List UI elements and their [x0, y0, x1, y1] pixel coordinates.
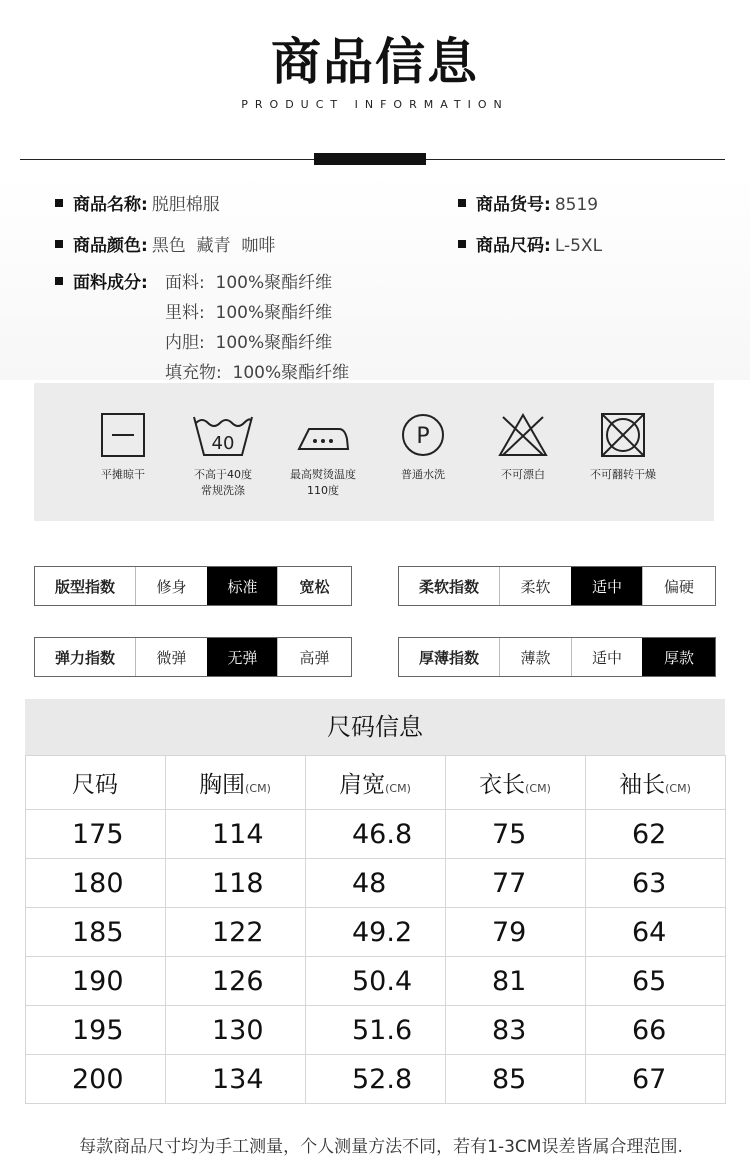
product-name-value: 脱胆棉服: [151, 195, 220, 215]
no-tumble-dry-icon: [599, 411, 647, 459]
dry-clean-p-icon: [399, 411, 447, 459]
care-item: [368, 411, 478, 483]
index-option: 微弹: [135, 638, 207, 676]
fabric-line: 里料: 100%聚酯纤维: [165, 303, 333, 323]
index-option: 适中: [571, 638, 642, 676]
table-cell: 200: [26, 1055, 166, 1104]
table-cell: 126: [166, 957, 306, 1006]
product-color-row: [55, 231, 275, 256]
table-cell: 66: [586, 1006, 726, 1055]
column-header: 衣长(CM): [446, 756, 586, 810]
product-size-label: 商品尺码:: [476, 236, 551, 256]
index-option: 偏硬: [642, 567, 715, 605]
table-cell: 67: [586, 1055, 726, 1104]
dry-clean-letter: P: [416, 424, 430, 449]
care-label: 不高于40度 常规洗涤: [194, 468, 252, 497]
size-table-title: 尺码信息: [25, 699, 725, 755]
index-option-selected: 适中: [571, 567, 642, 605]
table-cell: 77: [446, 859, 586, 908]
table-cell: 62: [586, 810, 726, 859]
index-label: 厚薄指数: [418, 648, 479, 667]
column-header: 肩宽(CM): [306, 756, 446, 810]
table-cell: 114: [166, 810, 306, 859]
fit-index: [34, 566, 352, 606]
table-row: [26, 908, 726, 957]
care-item: [568, 411, 678, 483]
product-info-panel: [0, 172, 750, 383]
table-row: [26, 810, 726, 859]
bullet-icon: [55, 199, 63, 207]
table-cell: 122: [166, 908, 306, 957]
table-cell: 175: [26, 810, 166, 859]
table-cell: 75: [446, 810, 586, 859]
fabric-row: [55, 268, 148, 293]
softness-index: [398, 566, 716, 606]
product-name-row: [55, 190, 220, 215]
elasticity-index: [34, 637, 352, 677]
index-option: 高弹: [277, 638, 351, 676]
product-color-value: 黑色 藏青 咖啡: [151, 236, 276, 256]
flat-dry-icon: [99, 411, 147, 459]
index-label: 弹力指数: [54, 648, 115, 667]
page-subtitle: PRODUCT INFORMATION: [241, 98, 509, 111]
index-option-selected: 厚款: [642, 638, 715, 676]
wash-temp-text: 40: [211, 433, 235, 454]
fabric-label: 面料成分:: [73, 273, 148, 293]
table-cell: 79: [446, 908, 586, 957]
fabric-line: 填充物: 100%聚酯纤维: [165, 363, 350, 383]
table-cell: 185: [26, 908, 166, 957]
product-size-row: [458, 231, 602, 256]
column-header: 袖长(CM): [586, 756, 726, 810]
care-label: 最高熨烫温度 110度: [290, 468, 356, 497]
bullet-icon: [458, 240, 466, 248]
thickness-index: [398, 637, 716, 677]
care-label: 不可漂白: [501, 468, 545, 481]
table-cell: 64: [586, 908, 726, 957]
table-row: [26, 1006, 726, 1055]
table-cell: 180: [26, 859, 166, 908]
table-cell: 83: [446, 1006, 586, 1055]
fabric-line: 面料: 100%聚酯纤维: [165, 273, 333, 293]
care-instructions-panel: [34, 383, 714, 521]
care-item: [168, 411, 278, 499]
page-title: 商品信息: [271, 33, 479, 91]
index-option: 柔软: [499, 567, 571, 605]
table-cell: 65: [586, 957, 726, 1006]
care-label: 平摊晾干: [101, 468, 145, 481]
care-item: [68, 411, 178, 483]
table-cell: 49.2: [306, 908, 446, 957]
product-code-value: 8519: [554, 195, 599, 215]
table-row: [26, 957, 726, 1006]
product-color-label: 商品颜色:: [73, 236, 148, 256]
table-row: [26, 1055, 726, 1104]
measurement-note: 每款商品尺寸均为手工测量，个人测量方法不同，若有1-3CM误差皆属合理范围.: [79, 1137, 683, 1157]
table-cell: 130: [166, 1006, 306, 1055]
table-cell: 50.4: [306, 957, 446, 1006]
care-item: [468, 411, 578, 483]
product-name-label: 商品名称:: [73, 195, 148, 215]
table-cell: 118: [166, 859, 306, 908]
bullet-icon: [55, 277, 63, 285]
iron-icon: [295, 411, 351, 459]
table-cell: 52.8: [306, 1055, 446, 1104]
table-cell: 190: [26, 957, 166, 1006]
index-option: 宽松: [277, 567, 351, 605]
wash-40-icon: [191, 411, 255, 459]
table-cell: 81: [446, 957, 586, 1006]
size-table: [25, 755, 726, 1104]
index-option-selected: 无弹: [207, 638, 277, 676]
product-size-value: L-5XL: [554, 236, 603, 256]
fabric-line: 内胆: 100%聚酯纤维: [165, 333, 333, 353]
table-row: [26, 859, 726, 908]
bullet-icon: [55, 240, 63, 248]
product-code-label: 商品货号:: [476, 195, 551, 215]
index-option-selected: 标准: [207, 567, 277, 605]
table-cell: 195: [26, 1006, 166, 1055]
index-option: 修身: [135, 567, 207, 605]
table-cell: 85: [446, 1055, 586, 1104]
no-bleach-icon: [497, 411, 549, 459]
index-option: 薄款: [499, 638, 571, 676]
care-label: 普通水洗: [401, 468, 445, 481]
table-cell: 63: [586, 859, 726, 908]
column-header: 尺码: [26, 756, 166, 810]
index-label: 柔软指数: [418, 577, 479, 596]
care-label: 不可翻转干燥: [590, 468, 656, 481]
index-label: 版型指数: [54, 577, 115, 596]
bullet-icon: [458, 199, 466, 207]
table-cell: 48: [306, 859, 446, 908]
table-cell: 134: [166, 1055, 306, 1104]
table-header-row: [26, 756, 726, 810]
care-item: [268, 411, 378, 499]
table-cell: 46.8: [306, 810, 446, 859]
product-code-row: [458, 190, 598, 215]
column-header: 胸围(CM): [166, 756, 306, 810]
table-cell: 51.6: [306, 1006, 446, 1055]
divider-bar: [314, 153, 426, 165]
